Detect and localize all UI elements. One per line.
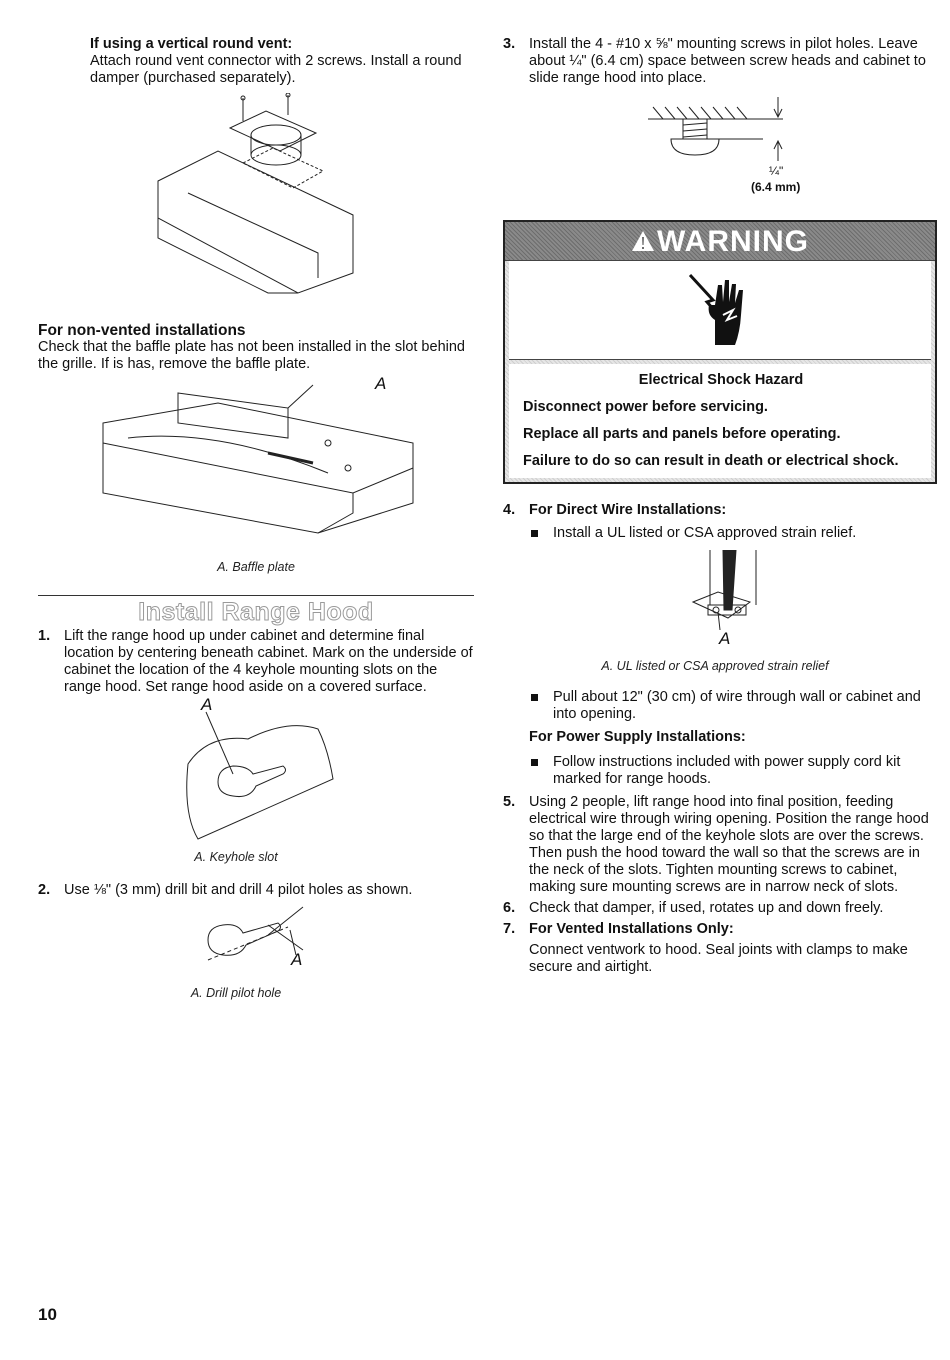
- step-4-bullet-2-text: Pull about 12" (30 cm) of wire through wall or cabinet and into opening.: [553, 689, 921, 722]
- step-7-heading: For Vented Installations Only:: [529, 921, 734, 937]
- step-5: [503, 794, 937, 896]
- screw-dim-label: ¼": [769, 164, 784, 178]
- step-1-number: 1.: [38, 628, 51, 644]
- bullet-square-icon: [531, 759, 538, 766]
- warning-line-1: Disconnect power before servicing.: [523, 399, 768, 415]
- step-5-text: Using 2 people, lift range hood into final position, feeding electrical wire through wiring opening. Position the range hood so that the large end of the keyhole slots are over the screws. Then push the hood toward the wall so that the screws are in the neck of the slots. Tighten mounting screws to cabinet, making sure mounting screws are in narrow neck of slots.: [529, 794, 929, 895]
- warning-line-3: Failure to do so can result in death or electrical shock.: [523, 453, 899, 469]
- screw-gap-illustration: [643, 97, 937, 202]
- power-supply-bullet: [503, 754, 937, 788]
- drill-label: A: [291, 950, 303, 969]
- step-4-bullet-1: [503, 525, 937, 542]
- page-number: 10: [38, 1305, 57, 1324]
- install-range-hood-title: Install Range Hood: [138, 598, 374, 626]
- power-supply-bullet-text: Follow instructions included with power supply cord kit marked for range hoods.: [553, 754, 901, 787]
- electric-shock-hand-icon: [685, 270, 755, 350]
- right-column: [503, 36, 937, 976]
- section-divider: [38, 595, 474, 596]
- power-supply-heading: For Power Supply Installations:: [529, 729, 746, 745]
- warning-text-panel: [509, 364, 931, 478]
- step-2: [38, 882, 474, 899]
- keyhole-caption: A. Keyhole slot: [194, 850, 278, 864]
- step-4-number: 4.: [503, 502, 516, 518]
- warning-line-2: Replace all parts and panels before operating.: [523, 426, 841, 442]
- keyhole-label: A: [201, 695, 213, 714]
- warning-header: [505, 222, 935, 261]
- step-6-text: Check that damper, if used, rotates up and down freely.: [529, 900, 884, 916]
- strain-relief-illustration: [688, 550, 937, 650]
- step-7-number: 7.: [503, 921, 516, 937]
- bullet-square-icon: [531, 694, 538, 701]
- vertical-vent-illustration: [148, 93, 474, 308]
- step-4-heading: For Direct Wire Installations:: [529, 502, 727, 518]
- warning-title: WARNING: [657, 224, 809, 258]
- strain-label: A: [719, 629, 731, 648]
- step-4: [503, 502, 937, 519]
- step-6: [503, 900, 937, 917]
- step-2-text: Use ⅛" (3 mm) drill bit and drill 4 pilot holes as shown.: [64, 882, 413, 898]
- step-5-number: 5.: [503, 794, 516, 810]
- step-1: [38, 628, 474, 696]
- step-3-text: Install the 4 - #10 x ⅝" mounting screws in pilot holes. Leave about ¼" (6.4 cm) space between screw heads and cabinet to slide range hood into place.: [529, 36, 926, 86]
- step-3: [503, 36, 937, 87]
- warning-box: [503, 220, 937, 484]
- step-1-text: Lift the range hood up under cabinet and determine final location by centering beneath cabinet. Mark on the underside of cabinet the location of the 4 keyhole mounting slots on the range hood. Set range hood aside on a covered surface.: [64, 628, 473, 695]
- baffle-caption: A. Baffle plate: [217, 560, 295, 574]
- step-7-text: Connect ventwork to hood. Seal joints with clamps to make secure and airtight.: [529, 942, 908, 975]
- screw-dim-mm: (6.4 mm): [751, 180, 801, 194]
- drill-caption: A. Drill pilot hole: [190, 986, 282, 1000]
- step-7: [503, 921, 937, 938]
- warning-icon-area: [509, 261, 931, 360]
- vertical-vent-text: Attach round vent connector with 2 screws. Install a round damper (purchased separately).: [90, 53, 462, 86]
- step-4-bullet-1-text: Install a UL listed or CSA approved strain relief.: [553, 525, 857, 541]
- step-4-bullet-2: [503, 689, 937, 723]
- bullet-square-icon: [531, 530, 538, 537]
- step-2-number: 2.: [38, 882, 51, 898]
- strain-caption: A. UL listed or CSA approved strain relief: [601, 659, 829, 673]
- step-3-number: 3.: [503, 36, 516, 52]
- baffle-illustration: [98, 374, 474, 553]
- warning-hazard: Electrical Shock Hazard: [638, 372, 804, 388]
- nonvented-heading: For non-vented installations: [38, 322, 246, 339]
- nonvented-text: Check that the baffle plate has not been installed in the slot behind the grille. If is has, remove the baffle plate.: [38, 339, 465, 372]
- keyhole-illustration: [178, 695, 474, 849]
- left-column: [38, 36, 474, 1002]
- warning-triangle-icon: [631, 230, 655, 252]
- drill-illustration: [198, 905, 474, 985]
- step-6-number: 6.: [503, 900, 516, 916]
- baffle-label: A: [375, 374, 387, 393]
- vertical-vent-heading: If using a vertical round vent:: [90, 36, 293, 52]
